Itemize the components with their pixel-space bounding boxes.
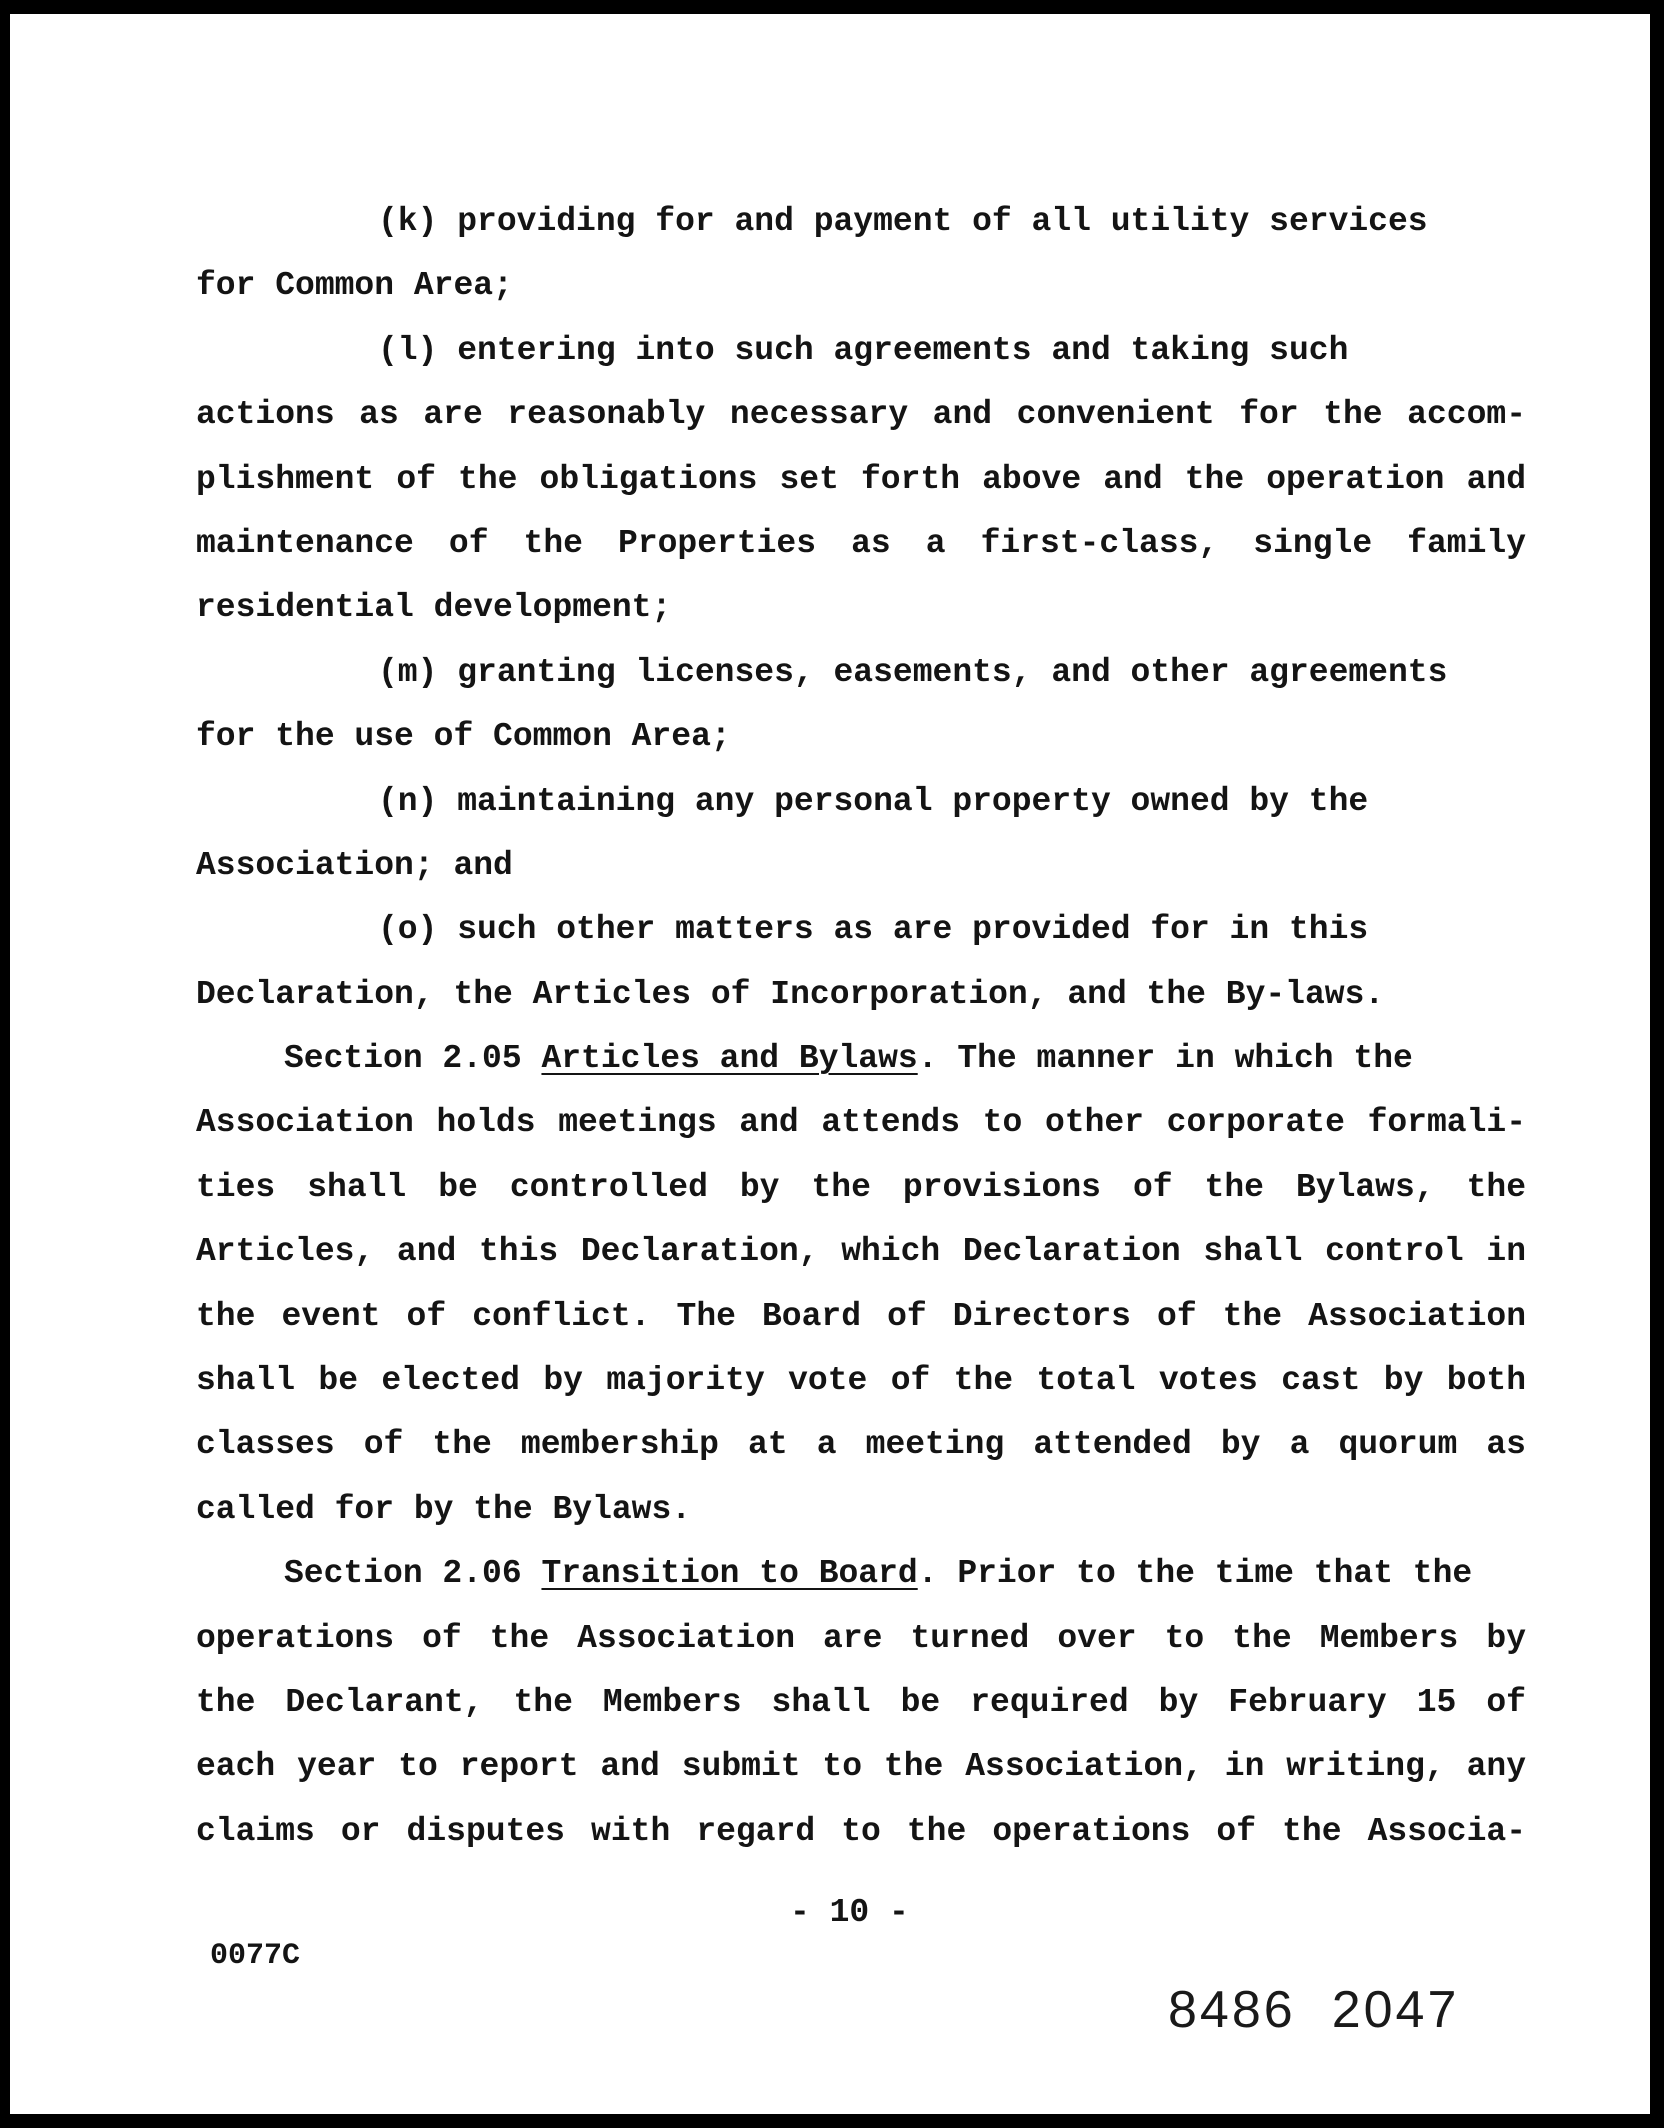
item-o-text-2: Declaration, the Articles of Incorporation, and the By-laws.: [196, 975, 1385, 1013]
item-l-label: (l): [378, 331, 438, 369]
item-k-text-2: for Common Area;: [196, 267, 513, 305]
item-m-line-1: [196, 641, 1526, 705]
section-2-06-heading-line: [196, 1542, 1526, 1606]
section-2-05-text-7: classes of the membership at a meeting attended by a quorum as: [196, 1426, 1526, 1464]
section-2-06-text-3: the Declarant, the Members shall be required by February 15 of: [196, 1683, 1526, 1721]
item-k-text-1: providing for and payment of all utility services: [457, 203, 1428, 240]
document-page: [10, 14, 1650, 2114]
stamped-document-number: [1168, 1980, 1459, 2040]
body-text: [196, 190, 1526, 1864]
page-number: - 10 -: [790, 1894, 909, 1931]
section-2-05-text-2: Association holds meetings and attends to other corporate formali-: [196, 1104, 1526, 1142]
item-k-label: (k): [378, 203, 438, 240]
section-2-05-title: Articles and Bylaws: [541, 1040, 918, 1078]
section-2-06-text-4: each year to report and submit to the Association, in writing, any: [196, 1748, 1526, 1786]
item-m-label: (m): [378, 653, 438, 691]
item-n-line-1: [196, 770, 1526, 834]
stamp-number-left: 8486: [1168, 1981, 1296, 2039]
item-o-label: (o): [378, 911, 438, 949]
item-m-text-2: for the use of Common Area;: [196, 718, 731, 756]
item-l-text-4: maintenance of the Properties as a first-class, single family: [196, 524, 1526, 562]
item-l-text-2: actions as are reasonably necessary and convenient for the accom-: [196, 396, 1526, 434]
section-2-05-number: Section 2.05: [284, 1040, 522, 1078]
item-n-label: (n): [378, 782, 438, 820]
section-2-05-text-1: . The manner in which the: [917, 1040, 1413, 1078]
section-2-06-title: Transition to Board: [541, 1555, 918, 1593]
section-2-06-text-1: . Prior to the time that the: [917, 1555, 1473, 1593]
section-2-05-text-4: Articles, and this Declaration, which Declaration shall control in: [196, 1233, 1526, 1271]
item-o-line-1: [196, 898, 1526, 962]
section-2-05-text-8: called for by the Bylaws.: [196, 1490, 692, 1528]
item-n-text-1: maintaining any personal property owned by the: [457, 782, 1369, 820]
section-2-05-text-5: the event of conflict. The Board of Directors of the Association: [196, 1297, 1526, 1335]
item-l-text-5: residential development;: [196, 589, 672, 627]
item-n-text-2: Association; and: [196, 846, 513, 884]
item-k-line-1: [196, 190, 1526, 254]
item-l-text-1: entering into such agreements and taking such: [457, 331, 1349, 369]
section-2-05-heading-line: [196, 1027, 1526, 1091]
section-2-06-number: Section 2.06: [284, 1555, 522, 1593]
item-o-text-1: such other matters as are provided for in this: [457, 911, 1369, 949]
item-m-text-1: granting licenses, easements, and other agreements: [457, 653, 1448, 691]
item-l-line-1: [196, 319, 1526, 383]
stamp-number-right: 2047: [1331, 1981, 1460, 2039]
section-2-05-text-3: ties shall be controlled by the provisions of the Bylaws, the: [196, 1168, 1526, 1206]
section-2-06-text-2: operations of the Association are turned over to the Members by: [196, 1619, 1526, 1657]
document-code: 0077C: [210, 1939, 301, 1973]
section-2-06-text-5: claims or disputes with regard to the operations of the Associa-: [196, 1812, 1526, 1850]
section-2-05-text-6: shall be elected by majority vote of the total votes cast by both: [196, 1362, 1526, 1400]
item-l-text-3: plishment of the obligations set forth above and the operation and: [196, 460, 1526, 498]
